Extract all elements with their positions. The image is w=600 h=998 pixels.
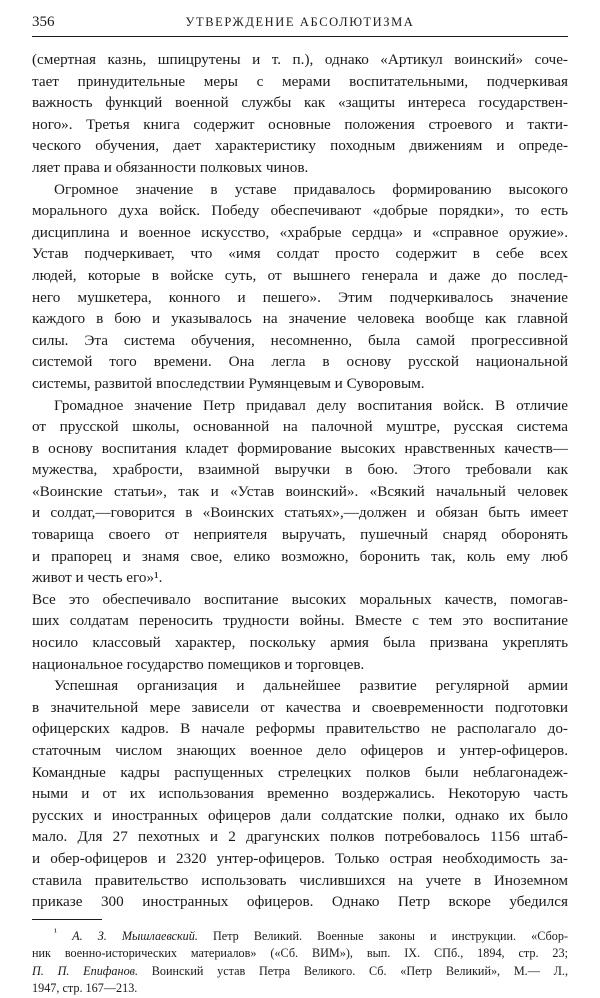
footnote-author: П. П. Епифанов. — [32, 963, 139, 978]
text-line: Устав подчеркивает, что «имя солдат просто содержит в себе всех — [32, 245, 568, 263]
footnote-line: 1947, стр. 167—213. — [32, 981, 138, 996]
footnote-text: Петр Великий. Военные законы и инструкции. «Сбор- — [197, 928, 568, 943]
text-line: важность функций военной службы как «защиты интереса государствен- — [32, 94, 568, 112]
paragraph-1 — [32, 49, 568, 179]
text-line: и обер-офицеров и 2320 унтер-офицеров. Только острая необходимость за- — [32, 849, 568, 867]
text-line: приказе 300 иностранных офицеров. Однако Петр вскоре убедился — [32, 893, 568, 911]
text-line: ного». Третья книга содержит основные положения строевого и такти- — [32, 115, 568, 133]
text-line: статочным числом знающих военное дело офицеров и унтер-офицеров. — [32, 742, 568, 759]
text-line: тает принудительные меры с мерами воспитательными, подчеркивая — [32, 72, 568, 90]
text-line: людей, которые в войске суть, от вышнего генерала и даже до послед- — [32, 266, 568, 284]
page-number: 356 — [32, 14, 55, 30]
paragraph-2 — [32, 179, 568, 395]
text-line: и солдат,—говорится в «Воинских статьях»,—должен и обязан быть имеет — [32, 504, 568, 522]
main-text — [32, 49, 568, 913]
text-line: Огромное значение в уставе придавалось формированию высокого — [54, 180, 568, 198]
footnote-marker: ¹ — [54, 926, 58, 938]
text-line: него мушкетера, конного и пешего». Этим подчеркивалось значение — [32, 288, 568, 306]
footnote-line — [32, 963, 568, 981]
page-header — [32, 14, 568, 37]
footnote — [32, 924, 568, 998]
text-line: офицерских кадров. В начале реформы правительство не располагало до- — [32, 720, 568, 738]
text-line: товарища своего от неприятеля выручать, пушечный снаряд оборонять — [32, 526, 568, 544]
footnote-author: А. З. Мышлаевский. — [72, 928, 198, 943]
text-line: «Воинские статьи», так и «Устав воинский». «Всякий начальный человек — [32, 482, 568, 500]
paragraph-3 — [32, 395, 568, 589]
paragraph-5 — [32, 675, 568, 913]
text-line: Командные кадры распущенных стрелецких полков были неблагонадеж- — [32, 763, 568, 781]
footnote-text: Воинский устав Петра Великого. Сб. «Петр Великий», М.— Л., — [138, 963, 568, 978]
running-title: УТВЕРЖДЕНИЕ АБСОЛЮТИЗМА — [185, 15, 415, 29]
text-line: в значительной мере зависели от качества и своевременности подготовки — [32, 698, 568, 716]
text-line: живот и честь его»¹. — [32, 569, 163, 587]
footnote-line — [32, 924, 568, 946]
text-line: Громадное значение Петр придавал делу воспитания войск. В отличие — [54, 396, 568, 414]
text-line: мало. Для 27 пехотных и 2 драгунских полков потребовалось 1156 штаб- — [32, 828, 568, 846]
text-line: носило классовый характер, поскольку армия была призвана укреплять — [32, 634, 568, 652]
text-line: от прусской школы, основанной на палочной муштре, русская система — [32, 418, 568, 436]
text-line: национальное государство помещиков и торговцев. — [32, 655, 365, 673]
paragraph-4 — [32, 589, 568, 675]
text-line: и прапорец и знамя свое, елико возможно, боронить так, коль ему люб — [32, 547, 568, 565]
text-line: ными и от их использования временно воздержались. Некоторую часть — [32, 785, 568, 803]
text-line: каждого в бою и указывалось на значение человека вообще как главной — [32, 310, 568, 328]
text-line: в основу воспитания кладет формирование высоких нравственных качеств— — [32, 439, 568, 457]
text-line: системы, развитой впоследствии Румянцевым и Суворовым. — [32, 374, 425, 392]
text-line: ческого обучения, дает характеристику походным движениям и опреде- — [32, 137, 568, 155]
text-line: мужества, храбрости, взаимной выручки в бою. Этого требовали как — [32, 461, 568, 479]
text-line: (смертная казнь, шпицрутены и т. п.), однако «Артикул воинский» соче- — [32, 51, 568, 68]
text-line: системой того времени. Она легла в основу русской национальной — [32, 353, 568, 371]
footnote-divider — [32, 919, 102, 920]
text-line: русских и иностранных офицеров дали солдатские полки, однако их было — [32, 806, 568, 824]
text-line: Успешная организация и дальнейшее развитие регулярной армии — [54, 677, 568, 695]
text-line: Все это обеспечивало воспитание высоких моральных качеств, помогав- — [32, 590, 568, 608]
text-line: ставила правительство использовать числившихся на учете в Иноземном — [32, 871, 568, 889]
text-line: морального духа войск. Победу обеспечивают «добрые порядки», то есть — [32, 202, 568, 220]
text-line: ших солдатам переносить трудности войны. Вместе с тем это воспитание — [32, 612, 568, 630]
text-line: ляет права и обязанности полковых чинов. — [32, 158, 309, 176]
text-line: силы. Эта система обучения, несомненно, была самой прогрессивной — [32, 331, 568, 349]
text-line: дисциплина и военное искусство, «храбрые сердца» и «справное оружие». — [32, 223, 568, 241]
footnote-line: ник военно-исторических материалов» («Сб. ВИМ»), вып. IX. СПб., 1894, стр. 23; — [32, 946, 568, 961]
